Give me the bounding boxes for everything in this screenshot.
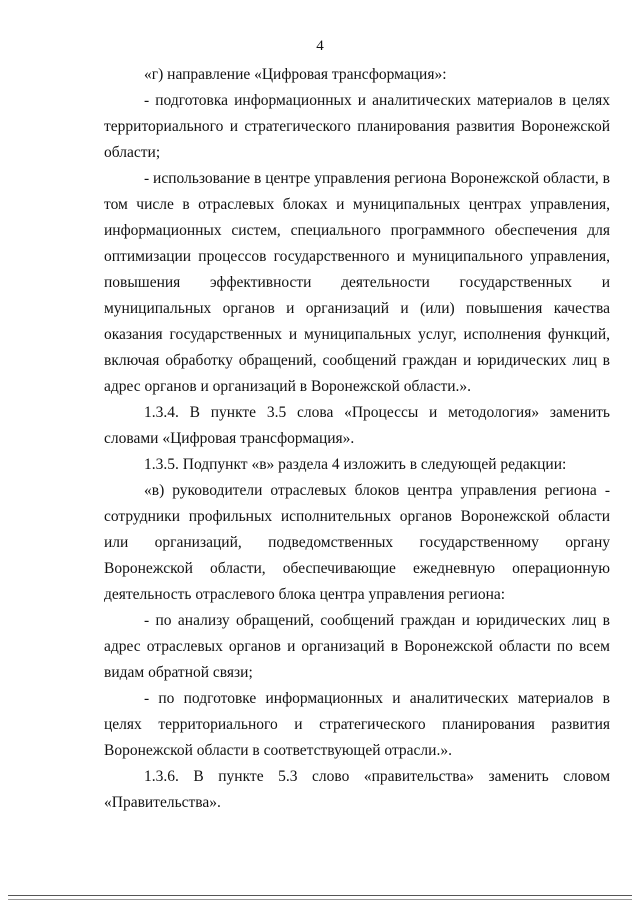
paragraph-info-materials: - подготовка информационных и аналитических материалов в целях территориального и стратегического планирования развития Воронежской области;: [104, 92, 610, 161]
paragraph-usage-systems: - использование в центре управления региона Воронежской области, в том числе в отраслевых блоках и муниципальных центрах управления, информационных систем, специального программного обеспечения для оптимизации процессов государственного и муниципального управления, повышения эффективности деятельности государственных и муниципальных органов и организаций и (или) повышения качества оказания государственных и муниципальных услуг, исполнения функций, включая обработку обращений, сообщений граждан и юридических лиц в адрес органов и организаций в Воронежской области.».: [104, 170, 610, 395]
paragraph-item-1-3-6: 1.3.6. В пункте 5.3 слово «правительства» заменить словом «Правительства».: [104, 768, 610, 811]
paragraph-item-1-3-5: 1.3.5. Подпункт «в» раздела 4 изложить в следующей редакции:: [144, 456, 567, 473]
paragraph-preparation-materials: - по подготовке информационных и аналитических материалов в целях территориального и стратегического планирования развития Воронежской области в соответствующей отрасли.».: [104, 690, 610, 759]
bottom-scan-edge-secondary: [8, 899, 632, 900]
paragraph-direction-digital: «г) направление «Цифровая трансформация»:: [144, 66, 447, 83]
document-body: [104, 62, 610, 816]
page-number: 4: [316, 38, 324, 54]
bottom-scan-edge: [8, 895, 632, 896]
paragraph-item-1-3-4: 1.3.4. В пункте 3.5 слова «Процессы и методология» заменить словами «Цифровая трансформация».: [104, 404, 610, 447]
paragraph-heads-of-blocks: «в) руководители отраслевых блоков центра управления региона - сотрудники профильных исполнительных органов Воронежской области или организаций, подведомственных государственному органу Воронежской области, обеспечивающие ежедневную операционную деятельность отраслевого блока центра управления региона:: [104, 482, 610, 603]
paragraph-analysis-appeals: - по анализу обращений, сообщений граждан и юридических лиц в адрес отраслевых органов и организаций в Воронежской области по всем видам обратной связи;: [104, 612, 610, 681]
